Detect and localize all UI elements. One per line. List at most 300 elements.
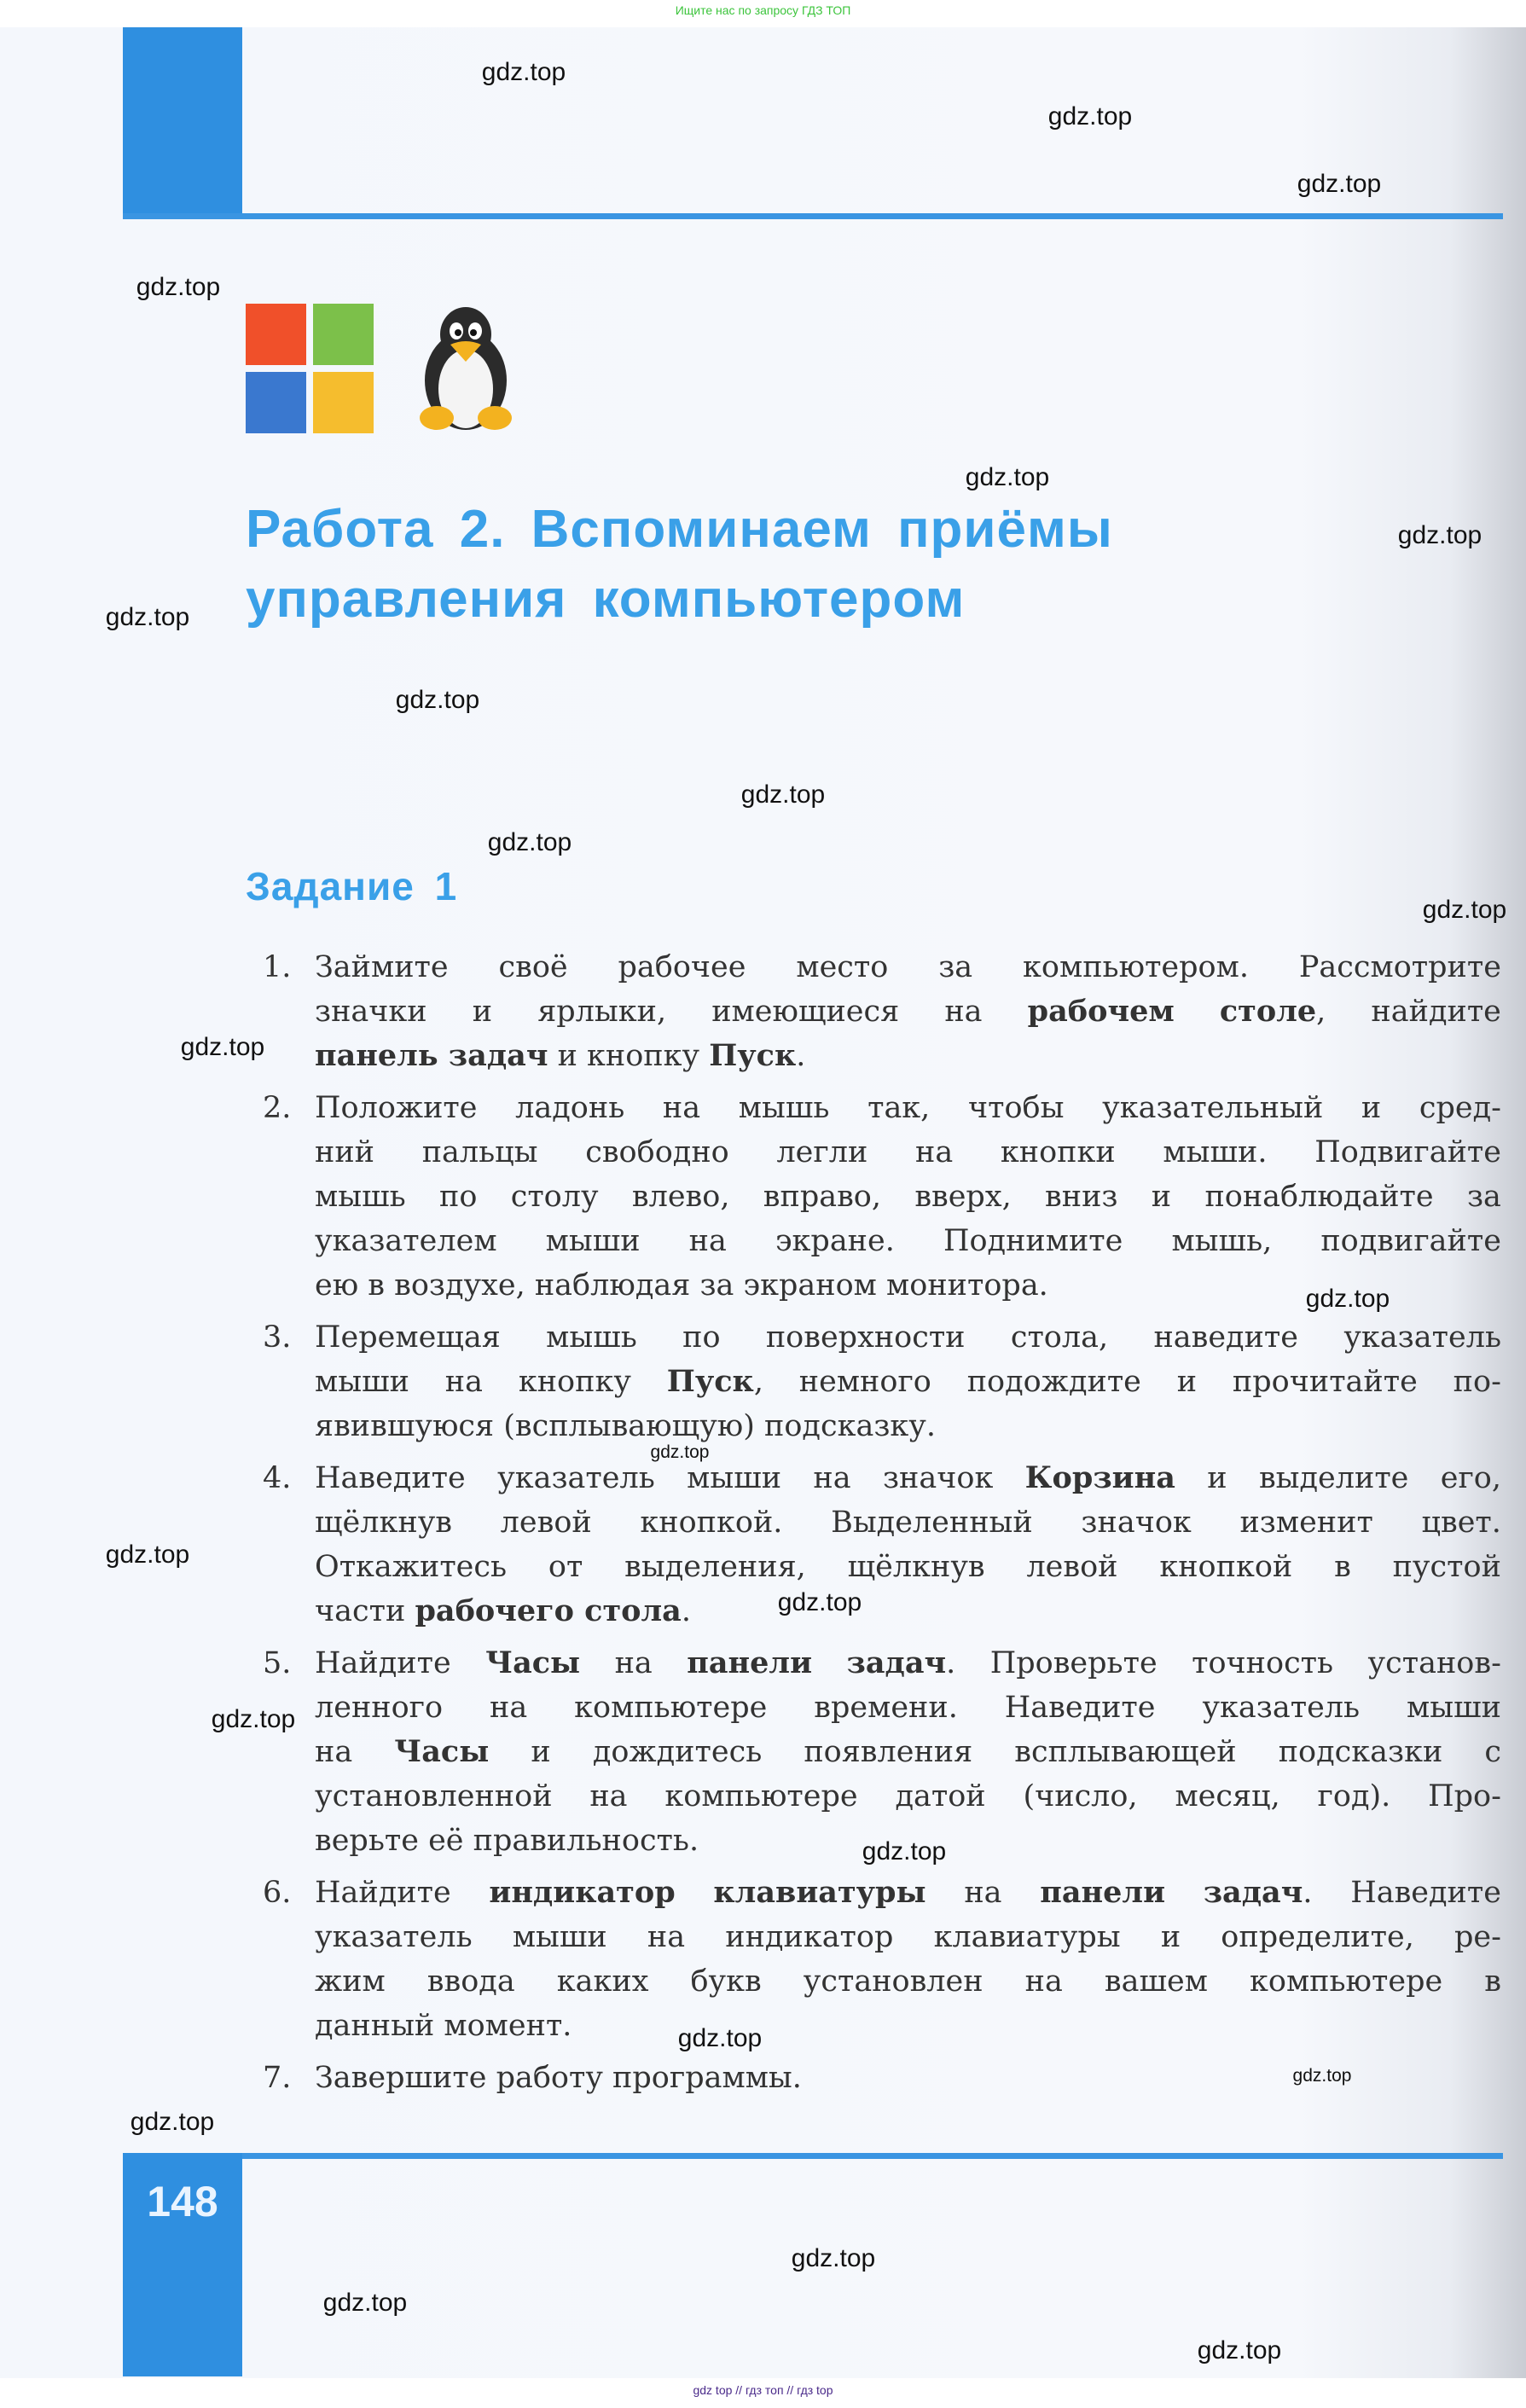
text-segment: ярлыки, [537,995,667,1029]
text-segment: выделения, [624,1550,806,1584]
word [1153,1315,1298,1360]
text-segment: и [472,995,493,1029]
text-segment: на [915,1135,954,1169]
text-segment: мыши [687,1461,782,1495]
text-segment: на [813,1461,851,1495]
word [1001,1130,1116,1175]
text-segment: сред- [1419,1091,1501,1125]
word [1318,1774,1391,1819]
watermark: gdz.top [650,1442,710,1462]
text-segment: и [1361,1091,1382,1125]
text-segment: на [964,1876,1002,1910]
word [1175,1774,1279,1819]
word [664,1774,857,1819]
word [640,1500,782,1545]
text-segment: кнопки [1000,1135,1116,1169]
step-number: 4. [263,1461,292,1495]
word [315,1175,406,1219]
text-segment: значок [882,1461,994,1495]
text-segment: ввода [426,1964,515,1999]
text-segment: компьютером. [1023,950,1249,984]
word [883,1456,993,1500]
task-steps-list [263,945,1501,2108]
text-segment: верьте её правильность. [315,1824,699,1858]
bold-term: панель задач [315,1038,548,1073]
text-segment: мыши [315,1365,409,1399]
word [1023,1774,1137,1819]
title-line-2: управления компьютером [246,570,966,629]
word [1026,1545,1117,1589]
task-step [263,1456,1501,1633]
word [1361,1086,1381,1130]
text-segment: указатель [315,1920,473,1954]
word [1371,989,1500,1034]
text-segment: мыши [512,1920,607,1954]
text-segment: мыши. [1163,1135,1268,1169]
text-segment: мышь [546,1320,637,1355]
text-segment: определите, [1221,1920,1414,1954]
text-segment: Займите [315,950,449,984]
word [515,1086,624,1130]
text-segment: жим [315,1964,386,1999]
word [624,1545,806,1589]
word [315,1641,451,1686]
watermark: gdz.top [105,603,190,631]
text-segment: Выделенный [831,1506,1033,1540]
step-text-line [315,945,1501,989]
word [895,1774,985,1819]
text-segment: ею в воздухе, наблюдая за экраном монитора. [315,1268,1048,1303]
word [964,1871,1001,1915]
text-segment: понаблюдайте [1204,1180,1434,1214]
watermark: gdz.top [487,828,572,856]
text-segment: указатель [1343,1320,1501,1355]
text-segment: вашем [1104,1964,1208,1999]
word [682,1315,720,1360]
word [1407,1686,1501,1730]
text-segment: подождите [966,1365,1141,1399]
step-number: 7. [263,2061,292,2095]
text-segment: точность [1192,1646,1334,1680]
watermark: gdz.top [1397,521,1482,549]
text-segment: времени. [814,1691,958,1725]
step-text-line [315,1404,1501,1448]
text-segment: мышь [738,1091,830,1125]
word [315,1315,501,1360]
step-text-line [315,1641,1501,1686]
bold-term: задач [846,1645,947,1680]
text-segment: год). [1317,1779,1391,1813]
text-segment: подсказки [1278,1735,1443,1769]
watermark: gdz.top [211,1705,296,1733]
task-step [263,1315,1501,1448]
word [315,1686,443,1730]
step-text-line [315,1500,1501,1545]
text-segment: влево, [631,1180,730,1214]
word [804,1959,983,2004]
text-segment: изменит [1239,1506,1373,1540]
word [557,1959,649,2004]
word [1025,1959,1063,2004]
text-segment: и [531,1735,551,1769]
word [1343,1315,1501,1360]
task-heading: Задание 1 [246,864,458,908]
word [867,1086,930,1130]
text-segment: значок [1081,1506,1192,1540]
word [725,1915,893,1959]
text-segment: дождитесь [592,1735,763,1769]
step-text-line [315,1730,1501,1774]
text-segment: указатель [1202,1691,1361,1725]
word [473,989,492,1034]
step-number: 2. [263,1091,292,1125]
step-number: 1. [263,950,292,984]
step-text-line [315,1130,1501,1175]
word [1334,1545,1351,1589]
text-segment: пустой [1392,1550,1501,1584]
text-segment: и [1176,1365,1198,1399]
word [1428,1774,1501,1819]
word [499,945,568,989]
text-segment: клавиатуры [933,1920,1121,1954]
watermark: gdz.top [965,463,1050,491]
word [1484,1730,1501,1774]
word [847,1641,956,1686]
watermark: gdz.top [791,2244,876,2272]
word [315,1730,352,1774]
word [1171,1219,1272,1263]
text-segment: и [1207,1461,1227,1495]
word [763,1175,881,1219]
word [519,1360,631,1404]
word [315,989,427,1034]
text-segment: столу [510,1180,599,1214]
text-segment: указательный [1102,1091,1324,1125]
text-segment: . [1303,1876,1313,1910]
task-step [263,1086,1501,1308]
word [1393,1545,1501,1589]
word [315,1130,374,1175]
text-segment: (число, [1023,1779,1138,1813]
watermark: gdz.top [777,1588,862,1616]
text-segment: подвигайте [1320,1224,1501,1258]
text-segment: букв [690,1964,762,1999]
word [585,1130,728,1175]
step-text-line [315,1871,1501,1915]
text-segment: Подвигайте [1314,1135,1501,1169]
word [315,1219,497,1263]
text-segment: щёлкнув [315,1506,452,1540]
word [776,1130,867,1175]
text-segment: и [1160,1920,1181,1954]
word [689,1219,727,1263]
word [796,945,888,989]
text-segment: мыши [1407,1691,1501,1725]
penguin-icon [413,305,519,433]
text-segment: вверх, [914,1180,1012,1214]
text-segment: , [753,1365,763,1399]
text-segment: за [938,950,973,984]
word [1023,945,1249,989]
word [990,1641,1158,1686]
text-segment: значки [315,995,427,1029]
step-number: 5. [263,1646,292,1680]
text-segment: индикатор [725,1920,894,1954]
word [531,1730,550,1774]
word [944,989,982,1034]
watermark: gdz.top [862,1837,947,1865]
word [1159,1545,1292,1589]
text-segment: по [439,1180,478,1214]
text-segment: . [681,1594,691,1628]
word [967,1360,1141,1404]
step-text-line [315,989,1501,1034]
task-step [263,1641,1501,1863]
text-segment: цвет. [1421,1506,1501,1540]
word [1422,1500,1501,1545]
text-segment: в [1334,1550,1351,1584]
word [315,1545,507,1589]
watermark: gdz.top [677,2024,763,2052]
page-number: 148 [147,2178,218,2225]
word [1221,1915,1414,1959]
header-rule [123,213,1503,219]
text-segment: Найдите [315,1876,451,1910]
text-segment: на [614,1646,653,1680]
title-line-1: Работа 2. Вспоминаем приёмы [246,500,1113,559]
word [663,1086,700,1130]
word [1250,1959,1442,2004]
watermark: gdz.top [1292,2066,1352,2086]
text-segment: своё [498,950,568,984]
text-segment: мышь [315,1180,406,1214]
word [1299,945,1501,989]
word [1081,1500,1191,1545]
word [1259,1456,1408,1500]
word [1368,1641,1501,1686]
word [537,989,666,1034]
text-segment: указатель [497,1461,655,1495]
step-text-line [315,2004,1501,2048]
text-segment: Поднимите [943,1224,1123,1258]
text-segment: датой [895,1779,986,1813]
word [915,1130,953,1175]
text-segment: компьютере [664,1779,858,1813]
word [804,1730,972,1774]
text-segment: ленного [315,1691,444,1725]
text-segment: щёлкнув [847,1550,985,1584]
text-segment: Завершите работу программы. [315,2061,802,2095]
text-segment: части [315,1594,415,1628]
word [1040,1871,1165,1915]
word [831,1500,1033,1545]
text-segment: за [1466,1180,1501,1214]
text-segment: на [647,1920,686,1954]
word [315,1774,553,1819]
bold-term: рабочем [1027,994,1175,1029]
word [490,1686,527,1730]
word [315,1086,478,1130]
text-segment: выделите [1258,1461,1409,1495]
text-segment: установ- [1367,1646,1501,1680]
page-title [246,495,1113,635]
bold-term: панели [1040,1875,1166,1910]
search-hint-banner: Ищите нас по запросу ГДЗ ТОП [675,3,851,17]
step-text-line [315,1959,1501,2004]
step-text-line [315,1034,1501,1078]
watermark: gdz.top [322,2289,408,2317]
text-segment: ре- [1454,1920,1501,1954]
watermark: gdz.top [1422,896,1507,924]
text-segment: компьютере [1250,1964,1443,1999]
watermark: gdz.top [130,2108,215,2136]
word [775,1219,895,1263]
word [1011,1315,1108,1360]
text-segment: появления [804,1735,973,1769]
text-segment: кнопкой [1159,1550,1293,1584]
step-text-line [315,1219,1501,1263]
step-text-line [315,1086,1501,1130]
word [968,1086,1065,1130]
text-segment: легли [776,1135,868,1169]
text-segment: , [1316,995,1326,1029]
text-segment: прочитайте [1232,1365,1418,1399]
word [739,1086,830,1130]
text-segment: Наведите [1350,1876,1501,1910]
word [1453,1360,1501,1404]
word [497,1456,655,1500]
watermark: gdz.top [105,1541,190,1569]
bold-term: Часы [394,1734,490,1769]
bold-term: Корзина [1024,1460,1175,1495]
text-segment: от [548,1550,583,1584]
text-segment: стола, [1010,1320,1109,1355]
word [1105,1959,1208,2004]
header-blue-strip [123,27,242,217]
watermark: gdz.top [136,273,221,301]
text-segment: так, [867,1091,931,1125]
text-segment: установленной [315,1779,553,1813]
word [574,1686,767,1730]
text-segment: рабочее [618,950,746,984]
text-segment: свободно [585,1135,729,1169]
text-segment: явившуюся (всплывающую) подсказку. [315,1409,937,1443]
word [489,1871,675,1915]
bold-term: Часы [485,1645,581,1680]
word [315,1500,452,1545]
word [713,1871,925,1915]
word [711,989,899,1034]
step-text-line [315,1175,1501,1219]
step-text-line [315,1774,1501,1819]
text-segment: каких [556,1964,649,1999]
word [1152,1175,1171,1219]
text-segment: его, [1440,1461,1501,1495]
word [422,1130,538,1175]
word [799,1360,931,1404]
bold-term: клавиатуры [713,1875,926,1910]
text-segment: место [796,950,889,984]
text-segment: Откажитесь [315,1550,508,1584]
text-segment: кнопкой. [640,1506,783,1540]
word [501,1500,592,1545]
word [848,1545,985,1589]
bold-term: столе [1219,994,1317,1029]
watermark: gdz.top [1197,2336,1282,2364]
word [1202,1686,1360,1730]
word [315,945,449,989]
text-segment: и кнопку [548,1039,710,1073]
text-segment: ний [315,1135,374,1169]
text-segment: и [1151,1180,1172,1214]
word [1320,1219,1501,1263]
text-segment: Проверьте [989,1646,1158,1680]
word [1102,1086,1323,1130]
word [546,1219,641,1263]
text-segment: ладонь [515,1091,625,1125]
word [943,1219,1123,1263]
text-segment: по [682,1320,721,1355]
text-segment: экране. [775,1224,895,1258]
text-segment: на [944,995,983,1029]
text-segment: вниз [1045,1180,1118,1214]
step-text-line [315,1589,1501,1633]
text-segment: на [1024,1964,1063,1999]
word [315,1959,386,2004]
text-segment: наведите [1153,1320,1299,1355]
text-segment: пальцы [421,1135,538,1169]
word [511,1175,599,1219]
text-segment: компьютере [574,1691,768,1725]
text-segment: в [1484,1964,1501,1999]
step-text-line [315,1315,1501,1360]
text-segment: всплывающей [1014,1735,1237,1769]
word [618,945,746,989]
text-segment: на [662,1091,701,1125]
word [647,1915,685,1959]
word [1279,1730,1443,1774]
word [1233,1360,1418,1404]
text-segment: вправо, [763,1180,881,1214]
word [315,1456,466,1500]
word [1239,1500,1372,1545]
word [632,1175,730,1219]
word [938,945,972,989]
word [690,1959,761,2004]
text-segment: Положите [315,1091,478,1125]
word [1005,1686,1156,1730]
word [813,1456,850,1500]
word [589,1774,627,1819]
task-step [263,1871,1501,2048]
watermark: gdz.top [180,1033,265,1061]
word [445,1360,483,1404]
bold-term: Пуск [709,1038,797,1073]
word [513,1915,607,1959]
text-segment: указателем [315,1224,497,1258]
bold-term: индикатор [489,1875,676,1910]
text-segment: Перемещая [315,1320,501,1355]
text-segment: мышь, [1171,1224,1273,1258]
footer-rule [123,2153,1503,2159]
word [1350,1871,1501,1915]
footer-watermark-note: gdz top // гдз топ // гдз top [693,2383,833,2397]
text-segment: Наведите [1004,1691,1156,1725]
bold-term: рабочего стола [415,1593,682,1628]
word [1025,1456,1175,1500]
text-segment: на [589,1779,628,1813]
text-segment: по- [1453,1365,1501,1399]
